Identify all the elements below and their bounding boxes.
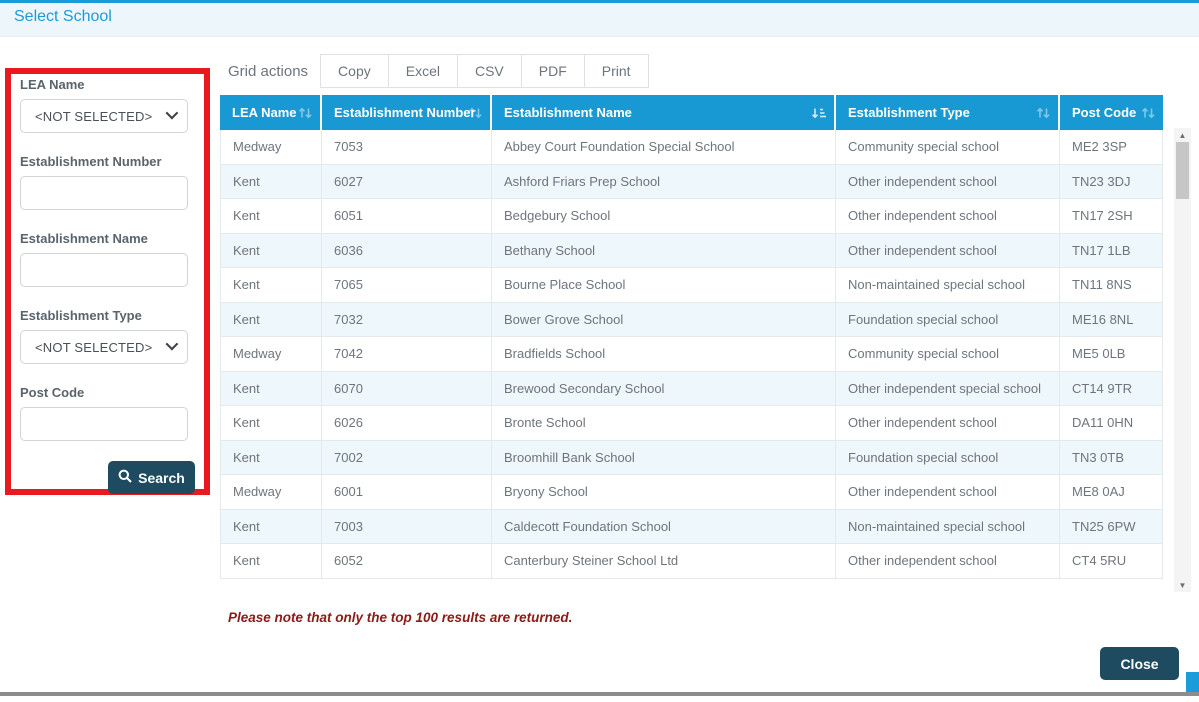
- table-row[interactable]: [220, 337, 1163, 372]
- cell-establishment-number: 7032: [322, 303, 492, 338]
- cell-establishment-name: Bedgebury School: [492, 199, 836, 234]
- column-header-label: Post Code: [1072, 105, 1137, 120]
- cell-establishment-name: Bryony School: [492, 475, 836, 510]
- cell-lea-name: Kent: [220, 372, 322, 407]
- table-row[interactable]: [220, 544, 1163, 579]
- post-code-input[interactable]: [20, 407, 188, 441]
- column-header-establishment-type[interactable]: [836, 95, 1060, 130]
- cell-lea-name: Kent: [220, 544, 322, 579]
- table-body: [220, 130, 1163, 579]
- field-group: [20, 154, 195, 210]
- cell-lea-name: Kent: [220, 199, 322, 234]
- cell-establishment-name: Brewood Secondary School: [492, 372, 836, 407]
- table-row[interactable]: [220, 372, 1163, 407]
- cell-establishment-type: Other independent school: [836, 406, 1060, 441]
- cell-establishment-number: 6052: [322, 544, 492, 579]
- cell-lea-name: Kent: [220, 510, 322, 545]
- cell-establishment-name: Bourne Place School: [492, 268, 836, 303]
- cell-post-code: TN23 3DJ: [1060, 165, 1163, 200]
- cell-post-code: ME5 0LB: [1060, 337, 1163, 372]
- grid-actions-toolbar: [228, 54, 649, 88]
- column-header-lea-name[interactable]: [220, 95, 322, 130]
- cell-establishment-type: Community special school: [836, 130, 1060, 165]
- cell-establishment-number: 6001: [322, 475, 492, 510]
- field-group: [20, 308, 195, 364]
- print-button[interactable]: Print: [584, 54, 649, 88]
- search-button[interactable]: [108, 461, 195, 494]
- column-header-label: Establishment Type: [848, 105, 970, 120]
- table-row[interactable]: [220, 234, 1163, 269]
- chevron-down-icon: [166, 338, 179, 351]
- grid-actions-label: Grid actions: [228, 62, 309, 80]
- table-row[interactable]: [220, 441, 1163, 476]
- cell-post-code: ME16 8NL: [1060, 303, 1163, 338]
- select-value: <NOT SELECTED>: [35, 339, 153, 355]
- results-table: [220, 95, 1163, 579]
- cell-post-code: TN25 6PW: [1060, 510, 1163, 545]
- cell-lea-name: Kent: [220, 303, 322, 338]
- cell-establishment-number: 6027: [322, 165, 492, 200]
- cell-establishment-type: Other independent school: [836, 199, 1060, 234]
- cell-establishment-name: Bethany School: [492, 234, 836, 269]
- sort-both-icon: [1036, 107, 1051, 119]
- cell-establishment-type: Other independent school: [836, 544, 1060, 579]
- cell-establishment-number: 7002: [322, 441, 492, 476]
- excel-button[interactable]: Excel: [388, 54, 458, 88]
- establishment-type-select[interactable]: [20, 330, 188, 364]
- column-header-label: LEA Name: [232, 105, 297, 120]
- cell-establishment-number: 7053: [322, 130, 492, 165]
- cell-establishment-type: Foundation special school: [836, 441, 1060, 476]
- column-header-establishment-name[interactable]: [492, 95, 836, 130]
- cell-post-code: CT4 5RU: [1060, 544, 1163, 579]
- cell-establishment-type: Non-maintained special school: [836, 268, 1060, 303]
- copy-button[interactable]: Copy: [320, 54, 389, 88]
- cell-establishment-type: Other independent school: [836, 234, 1060, 269]
- field-group: [20, 385, 195, 441]
- filter-fields: [20, 77, 195, 441]
- search-row: [20, 461, 195, 494]
- cell-establishment-name: Broomhill Bank School: [492, 441, 836, 476]
- cell-establishment-number: 6051: [322, 199, 492, 234]
- cell-post-code: ME8 0AJ: [1060, 475, 1163, 510]
- cell-establishment-name: Canterbury Steiner School Ltd: [492, 544, 836, 579]
- cell-lea-name: Kent: [220, 234, 322, 269]
- field-group: [20, 77, 195, 133]
- table-header: [220, 95, 1163, 130]
- table-row[interactable]: [220, 130, 1163, 165]
- cell-post-code: ME2 3SP: [1060, 130, 1163, 165]
- cell-post-code: DA11 0HN: [1060, 406, 1163, 441]
- cell-post-code: CT14 9TR: [1060, 372, 1163, 407]
- cell-establishment-type: Community special school: [836, 337, 1060, 372]
- cell-lea-name: Medway: [220, 337, 322, 372]
- cell-establishment-number: 6070: [322, 372, 492, 407]
- bottom-divider: [0, 692, 1199, 696]
- cell-establishment-number: 7003: [322, 510, 492, 545]
- column-header-post-code[interactable]: [1060, 95, 1163, 130]
- search-button-label: Search: [138, 469, 185, 486]
- cell-post-code: TN17 1LB: [1060, 234, 1163, 269]
- csv-button[interactable]: CSV: [457, 54, 522, 88]
- table-row[interactable]: [220, 406, 1163, 441]
- lea-name-select[interactable]: [20, 99, 188, 133]
- cell-lea-name: Kent: [220, 165, 322, 200]
- table-scrollbar[interactable]: [1174, 128, 1191, 592]
- cell-lea-name: Kent: [220, 268, 322, 303]
- field-label: Establishment Name: [20, 231, 148, 246]
- cell-establishment-type: Other independent school: [836, 165, 1060, 200]
- cell-establishment-name: Ashford Friars Prep School: [492, 165, 836, 200]
- field-group: [20, 231, 195, 287]
- cell-establishment-number: 7065: [322, 268, 492, 303]
- column-header-label: Establishment Number: [334, 105, 476, 120]
- table-row[interactable]: [220, 268, 1163, 303]
- table-row[interactable]: [220, 510, 1163, 545]
- cell-establishment-name: Abbey Court Foundation Special School: [492, 130, 836, 165]
- table-row[interactable]: [220, 303, 1163, 338]
- cell-establishment-name: Bower Grove School: [492, 303, 836, 338]
- cell-establishment-type: Foundation special school: [836, 303, 1060, 338]
- cell-establishment-name: Bradfields School: [492, 337, 836, 372]
- cell-post-code: TN11 8NS: [1060, 268, 1163, 303]
- cell-establishment-type: Non-maintained special school: [836, 510, 1060, 545]
- cell-post-code: TN17 2SH: [1060, 199, 1163, 234]
- cell-establishment-number: 6026: [322, 406, 492, 441]
- sort-ascending-icon: [811, 107, 827, 119]
- cell-establishment-name: Caldecott Foundation School: [492, 510, 836, 545]
- cell-lea-name: Medway: [220, 130, 322, 165]
- cell-establishment-number: 7042: [322, 337, 492, 372]
- scrollbar-down-icon[interactable]: ▼: [1178, 580, 1187, 590]
- establishment-name-input[interactable]: [20, 253, 188, 287]
- table-row[interactable]: [220, 199, 1163, 234]
- table-row[interactable]: [220, 475, 1163, 510]
- cell-establishment-name: Bronte School: [492, 406, 836, 441]
- cell-establishment-number: 6036: [322, 234, 492, 269]
- sort-both-icon: [1141, 107, 1156, 119]
- scrollbar-thumb[interactable]: [1176, 142, 1189, 199]
- cell-establishment-type: Other independent special school: [836, 372, 1060, 407]
- sort-both-icon: [298, 107, 313, 119]
- table-header-row: [220, 95, 1163, 130]
- cell-post-code: TN3 0TB: [1060, 441, 1163, 476]
- cell-establishment-type: Other independent school: [836, 475, 1060, 510]
- cell-lea-name: Kent: [220, 441, 322, 476]
- modal-header: [0, 3, 1199, 37]
- column-header-establishment-number[interactable]: [322, 95, 492, 130]
- search-icon: [118, 469, 132, 486]
- results-note: Please note that only the top 100 results are returned.: [228, 610, 573, 625]
- establishment-number-input[interactable]: [20, 176, 188, 210]
- field-label: Establishment Number: [20, 154, 162, 169]
- cell-lea-name: Kent: [220, 406, 322, 441]
- cell-lea-name: Medway: [220, 475, 322, 510]
- background-accent-bar: [1186, 672, 1199, 692]
- sort-both-icon: [468, 107, 483, 119]
- field-label: Establishment Type: [20, 308, 142, 323]
- select-value: <NOT SELECTED>: [35, 108, 153, 124]
- column-header-label: Establishment Name: [504, 105, 632, 120]
- table-row[interactable]: [220, 165, 1163, 200]
- field-label: LEA Name: [20, 77, 85, 92]
- page-title: Select School: [14, 8, 112, 25]
- pdf-button[interactable]: PDF: [521, 54, 585, 88]
- scrollbar-up-icon[interactable]: ▲: [1178, 130, 1187, 140]
- field-label: Post Code: [20, 385, 85, 400]
- chevron-down-icon: [166, 107, 179, 120]
- grid-actions-buttons: [320, 54, 649, 88]
- filter-panel: [5, 68, 210, 495]
- close-button[interactable]: Close: [1100, 647, 1179, 680]
